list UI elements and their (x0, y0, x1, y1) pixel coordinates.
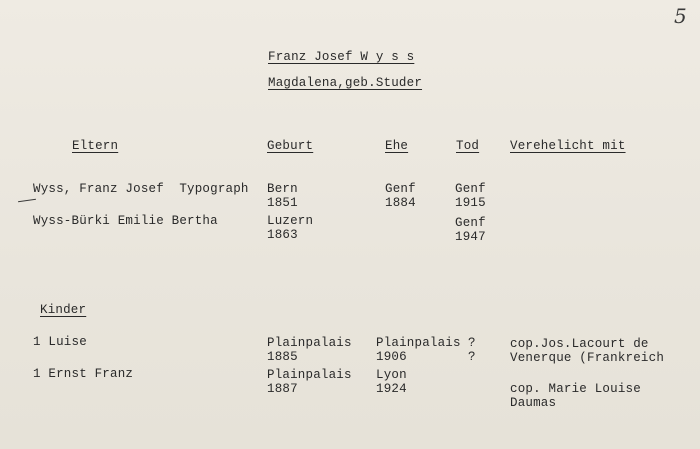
child-marriage-year: 1906 (376, 350, 407, 364)
child-spouse-origin: Venerque (Frankreich (510, 351, 665, 365)
section-heading-kinder: Kinder (40, 303, 87, 317)
title-husband: Franz Josef W y s s (268, 50, 415, 64)
parent-death-year: 1915 (455, 196, 486, 210)
child-spouse: cop. Marie Louise (510, 382, 641, 396)
pen-mark (18, 199, 36, 202)
column-header-verehelicht: Verehelicht mit (510, 139, 626, 153)
parent-marriage-place: Genf (385, 182, 416, 196)
parent-name: Wyss-Bürki Emilie Bertha (33, 214, 218, 228)
child-marriage-place: Lyon (376, 368, 407, 382)
parent-death-place: Genf (455, 216, 486, 230)
parent-birth-place: Luzern (267, 214, 314, 228)
child-birth-place: Plainpalais (267, 368, 352, 382)
child-name: 1 Luise (33, 335, 87, 349)
child-birth-year: 1887 (267, 382, 298, 396)
child-marriage-year: 1924 (376, 382, 407, 396)
child-spouse: cop.Jos.Lacourt de (510, 337, 649, 351)
title-wife: Magdalena,geb.Studer (268, 76, 423, 90)
parent-birth-year: 1851 (267, 196, 298, 210)
child-birth-place: Plainpalais (267, 336, 352, 350)
parent-death-year: 1947 (455, 230, 486, 244)
parent-name: Wyss, Franz Josef Typograph (33, 182, 249, 196)
column-header-tod: Tod (456, 139, 480, 153)
parent-marriage-year: 1884 (385, 196, 416, 210)
child-name: 1 Ernst Franz (33, 367, 134, 381)
column-header-ehe: Ehe (385, 139, 409, 153)
parent-birth-place: Bern (267, 182, 298, 196)
child-spouse-surname: Daumas (510, 396, 557, 410)
child-death-unknown: ? (468, 350, 476, 364)
column-header-eltern: Eltern (72, 139, 119, 153)
child-birth-year: 1885 (267, 350, 298, 364)
column-header-geburt: Geburt (267, 139, 314, 153)
parent-death-place: Genf (455, 182, 486, 196)
child-marriage-place: Plainpalais (376, 336, 461, 350)
page-number: 5 (674, 4, 687, 28)
child-death-unknown: ? (468, 336, 476, 350)
parent-birth-year: 1863 (267, 228, 298, 242)
